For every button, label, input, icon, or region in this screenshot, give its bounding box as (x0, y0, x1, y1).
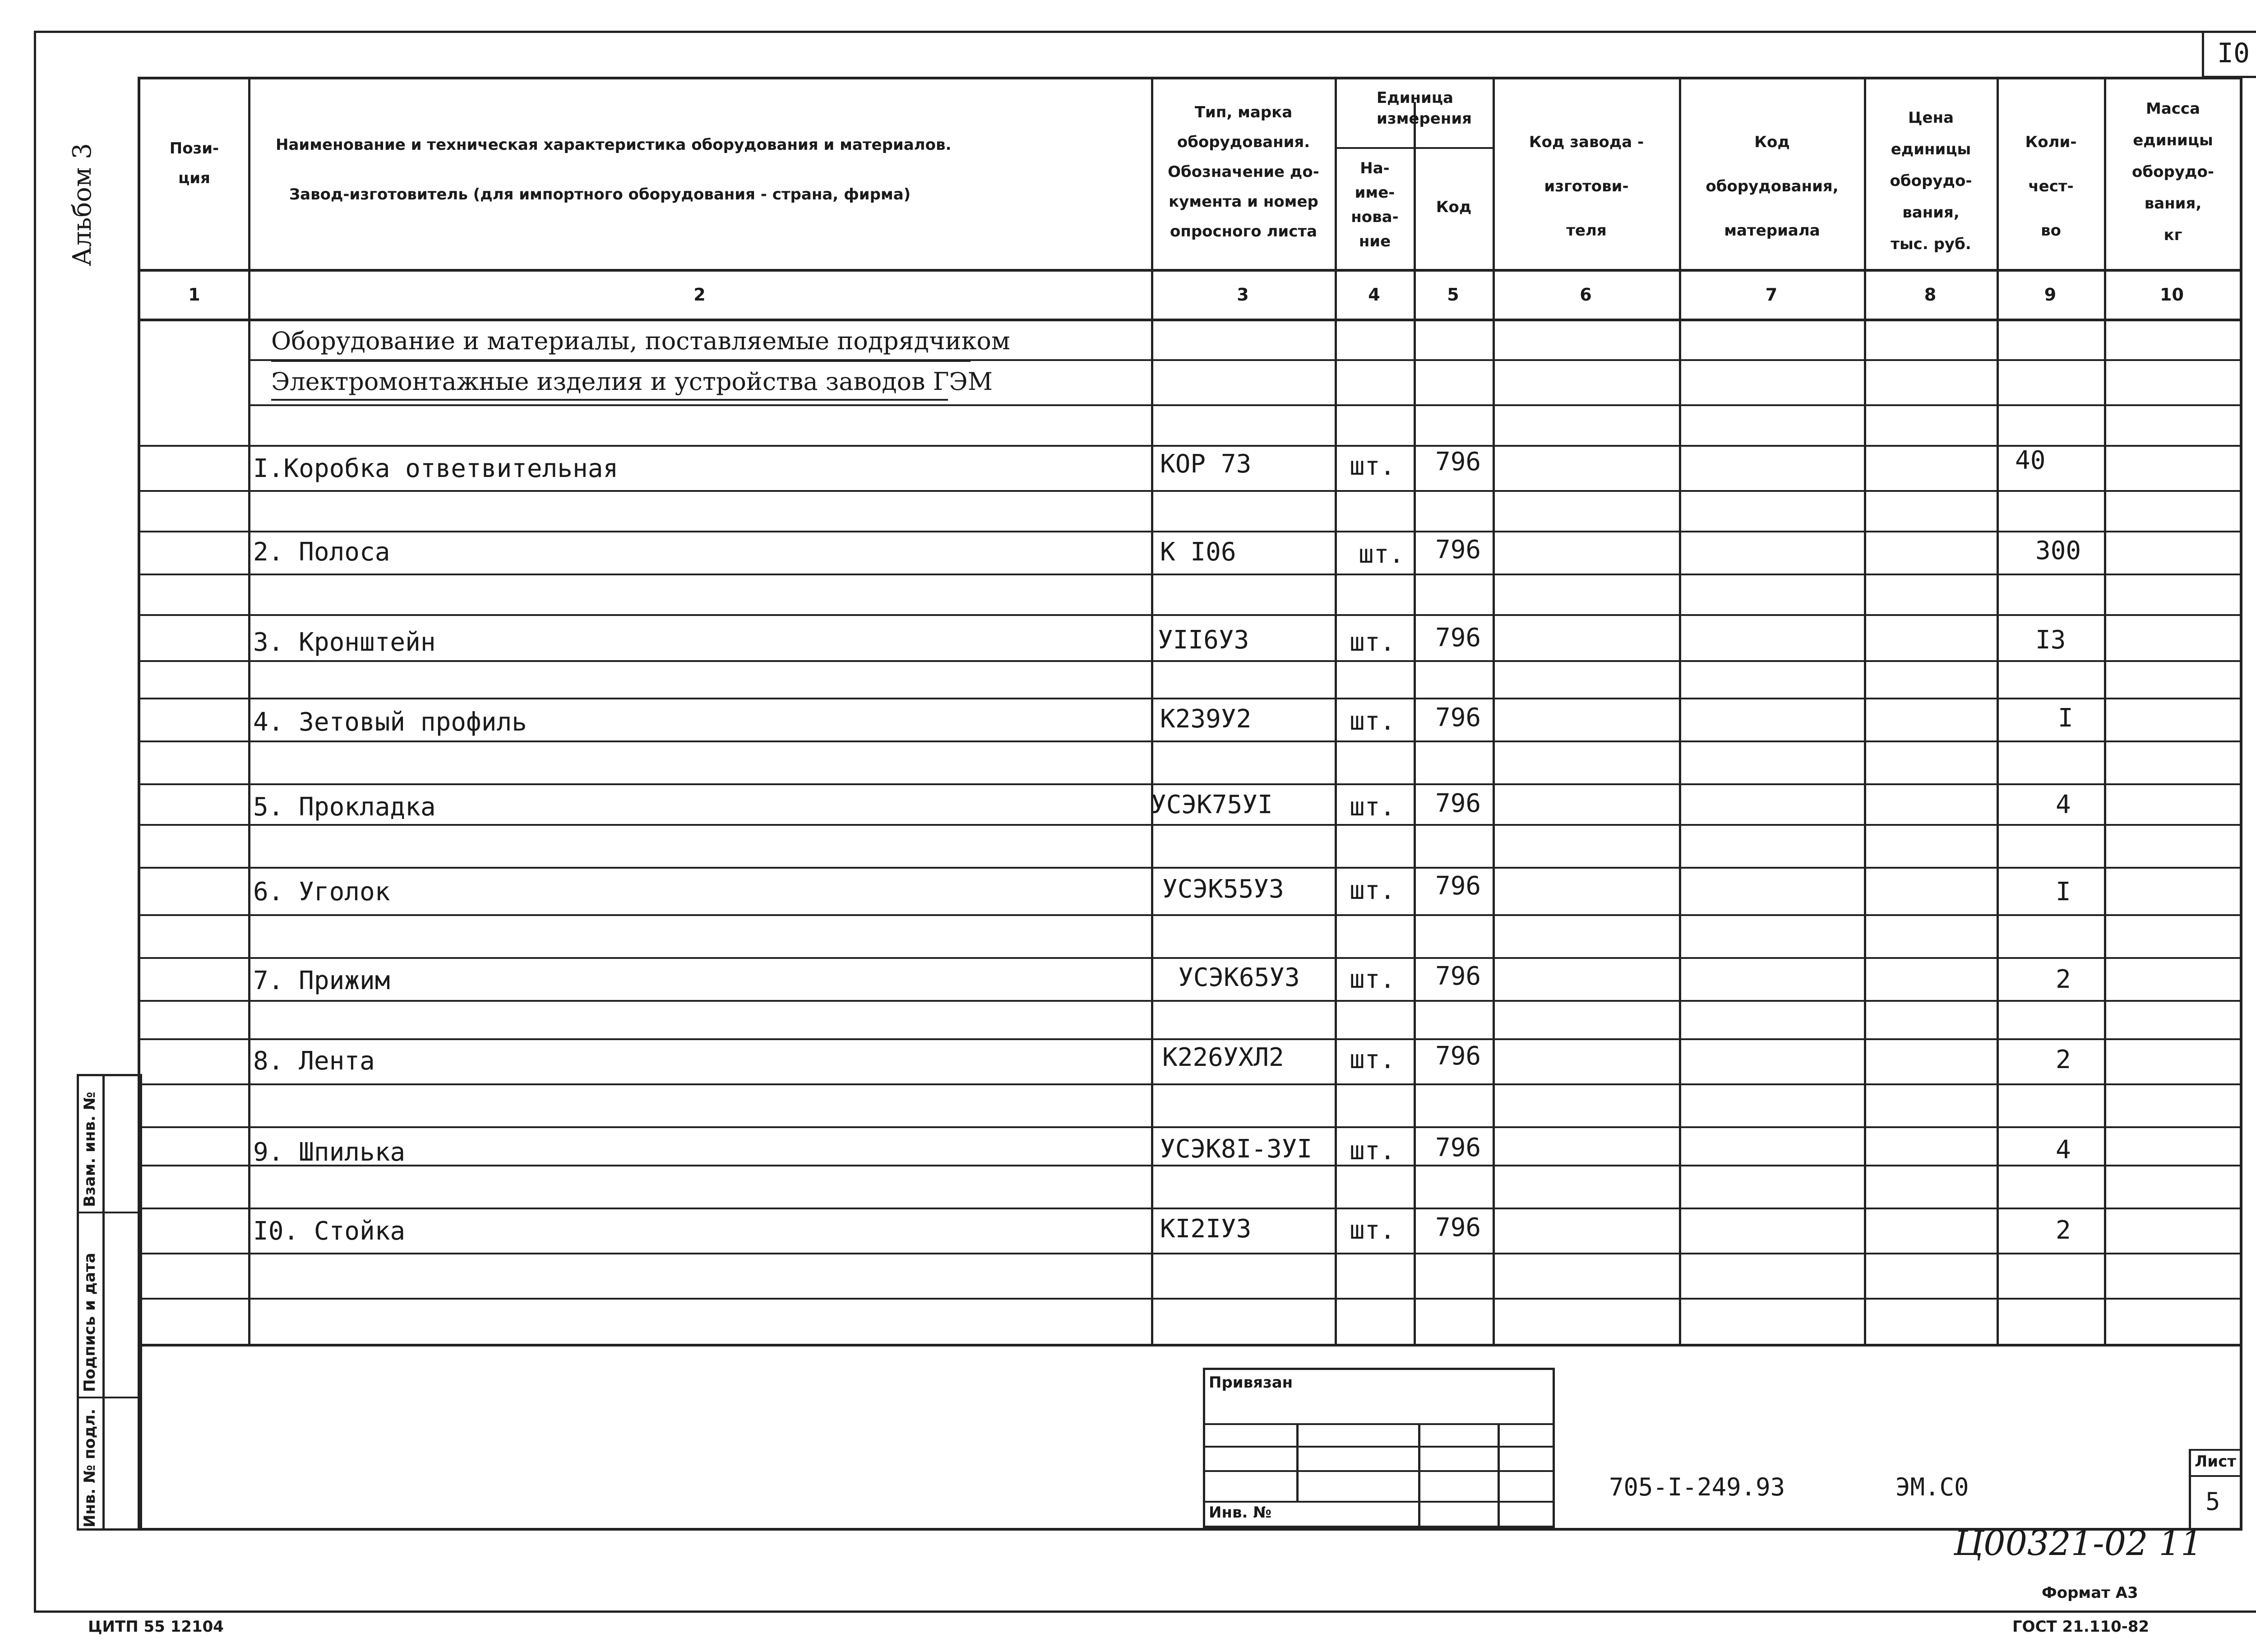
item-code: 796 (1435, 623, 1481, 652)
item-name: 5. Прокладка (253, 792, 436, 822)
item-qty: I3 (2035, 625, 2066, 655)
header-price: Цена единицы оборудо- вания, тыс. руб. (1890, 109, 1972, 253)
header-mass: Масса единицы оборудо- вания, кг (2132, 100, 2214, 244)
item-qty: 4 (2056, 790, 2071, 819)
item-type: К239У2 (1160, 704, 1252, 734)
item-type: УСЭК65У3 (1178, 963, 1300, 992)
sheet-value: 5 (2205, 1487, 2220, 1516)
item-qty: I (2056, 877, 2071, 907)
item-code: 796 (1435, 871, 1481, 901)
side-label-signature-date: Подпись и дата (81, 1253, 99, 1392)
header-position: Пози- ция (169, 139, 219, 187)
item-name: I0. Стойка (253, 1217, 406, 1246)
item-code: 796 (1435, 703, 1481, 732)
item-name: I.Коробка ответвительная (253, 454, 619, 483)
specification-table (138, 77, 2242, 1531)
colnum-2: 2 (693, 285, 706, 305)
item-type: УСЭК55У3 (1162, 875, 1284, 904)
colnum-10: 10 (2160, 285, 2184, 305)
footer-right: ГОСТ 21.110-82 (2012, 1618, 2150, 1636)
item-name: 3. Кронштейн (253, 628, 436, 657)
colnum-3: 3 (1237, 285, 1249, 305)
side-label-inv-podl: Инв. № подл. (81, 1408, 99, 1527)
item-qty: I (2058, 703, 2073, 733)
item-qty: 300 (2035, 536, 2081, 565)
header-unit-name: На- име- нова- ние (1351, 159, 1399, 250)
sheet-box (2189, 1449, 2240, 1528)
item-unit: шт. (1350, 1136, 1396, 1166)
item-type: К226УХЛ2 (1162, 1043, 1284, 1072)
sheet-corner-number: I0 (2202, 31, 2256, 78)
header-type-text: Тип, марка оборудования. Обозначение до- кумента и номер опросного листа (1168, 103, 1319, 241)
item-name: 2. Полоса (253, 537, 390, 567)
item-qty: 4 (2056, 1135, 2071, 1165)
item-qty: 2 (2056, 965, 2071, 994)
header-equipment-code: Код оборудования, материала (1706, 133, 1839, 240)
stamp-linked-label: Привязан (1209, 1374, 1293, 1392)
sheet-label: Лист (2195, 1453, 2236, 1471)
item-type: КОР 73 (1160, 449, 1252, 479)
item-unit: шт. (1350, 965, 1396, 994)
item-name: 7. Прижим (253, 966, 390, 995)
item-type: УII6У3 (1158, 625, 1249, 655)
item-code: 796 (1435, 962, 1481, 991)
item-code: 796 (1435, 1133, 1481, 1162)
doc-code: 705-I-249.93 (1609, 1473, 1785, 1501)
colnum-6: 6 (1580, 285, 1592, 305)
item-unit: шт. (1350, 707, 1396, 736)
item-qty: 2 (2056, 1216, 2071, 1245)
item-unit: шт. (1350, 1216, 1396, 1245)
section-title-gem: Электромонтажные изделия и устройства заводов ГЭМ (271, 367, 993, 396)
footer-left: ЦИТП 55 12104 (88, 1618, 224, 1636)
item-name: 4. Зетовый профиль (253, 708, 527, 737)
item-type: КI2IУ3 (1160, 1214, 1252, 1244)
item-unit: шт. (1350, 792, 1396, 822)
colnum-7: 7 (1765, 285, 1778, 305)
item-unit: шт. (1350, 452, 1396, 481)
header-manufacturer-code: Код завода - изготови- теля (1529, 133, 1644, 240)
item-type: УСЭК75УI (1151, 790, 1273, 819)
item-code: 796 (1435, 535, 1481, 565)
stamp-linked-table (1203, 1368, 1555, 1528)
colnum-5: 5 (1447, 285, 1459, 305)
side-label-vzam-inv: Взам. инв. № (81, 1092, 99, 1207)
section-title-contractor: Оборудование и материалы, поставляемые подрядчиком (271, 327, 1010, 355)
header-unit-code: Код (1436, 198, 1472, 216)
format-label: Формат А3 (2042, 1584, 2138, 1602)
header-name: Наименование и техническая характеристика оборудования и материалов. Завод-изготовитель (для импортного оборудования - страна, фирма) (276, 136, 952, 204)
colnum-1: 1 (188, 285, 200, 305)
colnum-4: 4 (1368, 285, 1380, 305)
colnum-9: 9 (2044, 285, 2057, 305)
item-name: 6. Уголок (253, 877, 390, 907)
header-quantity: Коли- чест- во (2025, 133, 2077, 240)
item-name: 9. Шпилька (253, 1138, 406, 1167)
doc-mark: ЭМ.С0 (1895, 1473, 1969, 1501)
item-unit: шт. (1359, 540, 1405, 569)
colnum-8: 8 (1924, 285, 1937, 305)
handwritten-code: Ц00321-02 11 (1954, 1523, 2203, 1563)
header-unit-group: Единица измерения (1377, 89, 1472, 128)
item-type: К I06 (1160, 537, 1236, 567)
item-code: 796 (1435, 789, 1481, 818)
album-label: Альбом 3 (68, 143, 97, 266)
stamp-inv-label: Инв. № (1209, 1504, 1272, 1522)
item-unit: шт. (1350, 1045, 1396, 1074)
item-unit: шт. (1350, 876, 1396, 905)
item-name: 8. Лента (253, 1046, 375, 1076)
item-code: 796 (1435, 1213, 1481, 1242)
item-qty: 40 (2015, 446, 2046, 475)
item-code: 796 (1435, 447, 1481, 477)
item-unit: шт. (1350, 628, 1396, 657)
item-code: 796 (1435, 1041, 1481, 1071)
item-qty: 2 (2056, 1045, 2071, 1074)
item-type: УСЭК8I-3УI (1160, 1134, 1313, 1164)
side-margin-table (77, 1074, 142, 1531)
